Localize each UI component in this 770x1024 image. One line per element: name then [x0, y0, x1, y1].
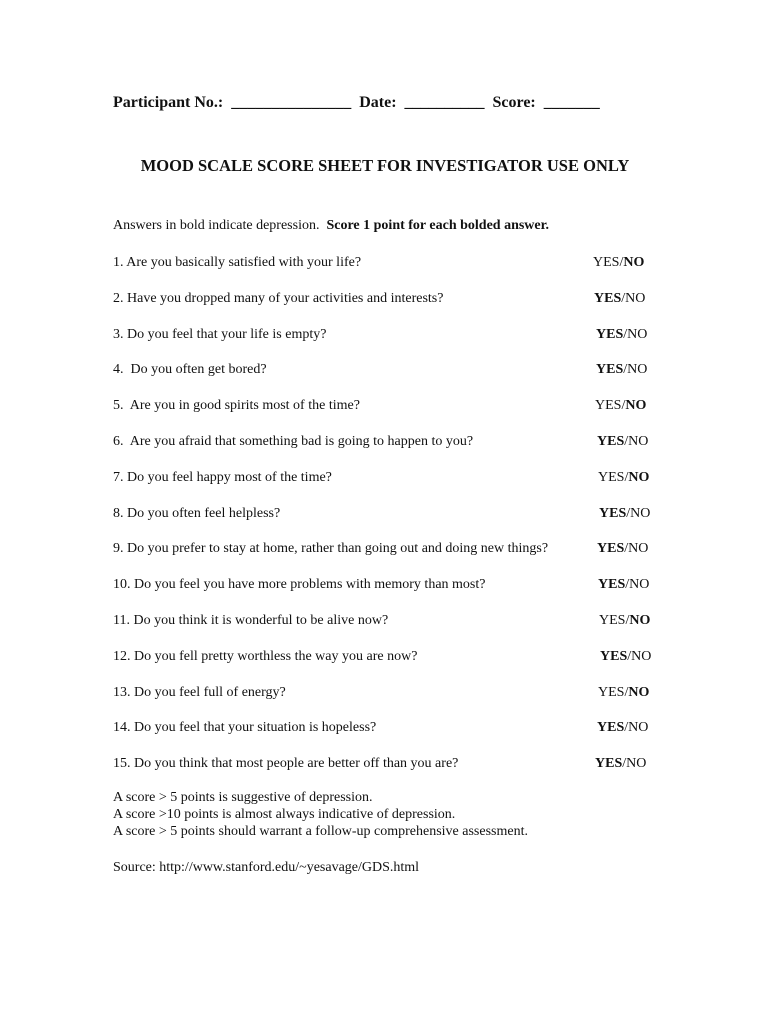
participant-label: Participant No.: [113, 94, 224, 111]
instructions-bold: Score 1 point for each bolded answer. [326, 218, 550, 233]
answer-yes: YES [599, 506, 627, 521]
score-label: Score: [492, 94, 536, 111]
answer-options [596, 362, 647, 378]
answer-separator: / [621, 398, 626, 413]
question-text: 11. Do you think it is wonderful to be alive now? [113, 613, 389, 628]
question-text: 15. Do you think that most people are better off than you are? [113, 756, 459, 771]
answer-yes: YES [597, 720, 625, 735]
answer-separator: / [624, 470, 629, 485]
answer-separator: / [619, 255, 624, 270]
answer-options [595, 756, 646, 772]
scoring-note: A score > 5 points should warrant a follow-up comprehensive assessment. [113, 824, 528, 839]
participant-header [113, 94, 600, 112]
answer-no: NO [625, 291, 646, 306]
answer-no: NO [625, 398, 647, 413]
participant-blank: _______________ [231, 94, 352, 111]
answer-separator: / [624, 434, 629, 449]
answer-options [598, 470, 649, 486]
answer-yes: YES [593, 255, 620, 270]
answer-separator: / [624, 720, 629, 735]
answer-yes: YES [595, 756, 623, 771]
question-text: 13. Do you feel full of energy? [113, 685, 286, 700]
answer-no: NO [628, 541, 649, 556]
answer-yes: YES [598, 577, 626, 592]
answer-no: NO [629, 613, 651, 628]
answer-yes: YES [596, 327, 624, 342]
answer-separator: / [621, 291, 626, 306]
scoring-note: A score >10 points is almost always indicative of depression. [113, 807, 456, 822]
page-title: MOOD SCALE SCORE SHEET FOR INVESTIGATOR USE ONLY [140, 156, 630, 175]
answer-separator: / [625, 577, 630, 592]
answer-no: NO [623, 255, 645, 270]
answer-yes: YES [597, 434, 625, 449]
answer-separator: / [626, 506, 631, 521]
question-text: 10. Do you feel you have more problems with memory than most? [113, 577, 486, 592]
answer-yes: YES [598, 685, 625, 700]
instructions-text: Answers in bold indicate depression. [113, 218, 320, 233]
answer-separator: / [623, 362, 628, 377]
answer-options [598, 685, 649, 701]
answer-no: NO [631, 649, 652, 664]
answer-options [597, 434, 648, 450]
scoring-note: A score > 5 points is suggestive of depression. [113, 790, 373, 805]
instructions [113, 218, 549, 234]
answer-options [600, 649, 651, 665]
answer-separator: / [624, 541, 629, 556]
answer-no: NO [628, 685, 650, 700]
answer-yes: YES [595, 398, 622, 413]
answer-yes: YES [594, 291, 622, 306]
question-text: 6. Are you afraid that something bad is going to happen to you? [113, 434, 474, 449]
answer-no: NO [629, 577, 650, 592]
answer-options [593, 255, 644, 271]
answer-no: NO [630, 506, 651, 521]
source-citation: Source: http://www.stanford.edu/~yesavage/GDS.html [113, 860, 420, 875]
answer-yes: YES [596, 362, 624, 377]
answer-no: NO [628, 470, 650, 485]
score-blank: _______ [543, 94, 600, 111]
answer-options [594, 291, 645, 307]
answer-options [596, 327, 647, 343]
question-text: 12. Do you fell pretty worthless the way you are now? [113, 649, 418, 664]
question-text: 3. Do you feel that your life is empty? [113, 327, 327, 342]
answer-yes: YES [600, 649, 628, 664]
answer-options [597, 720, 648, 736]
answer-options [598, 577, 649, 593]
answer-options [599, 506, 650, 522]
answer-yes: YES [598, 470, 625, 485]
answer-yes: YES [599, 613, 626, 628]
date-blank: __________ [404, 94, 485, 111]
answer-no: NO [628, 720, 649, 735]
answer-separator: / [622, 756, 627, 771]
question-text: 9. Do you prefer to stay at home, rather than going out and doing new things? [113, 541, 549, 556]
answer-separator: / [623, 327, 628, 342]
question-text: 7. Do you feel happy most of the time? [113, 470, 332, 485]
answer-yes: YES [597, 541, 625, 556]
question-text: 1. Are you basically satisfied with your life? [113, 255, 362, 270]
date-label: Date: [359, 94, 397, 111]
answer-separator: / [624, 685, 629, 700]
question-text: 4. Do you often get bored? [113, 362, 267, 377]
question-text: 2. Have you dropped many of your activities and interests? [113, 291, 444, 306]
question-text: 8. Do you often feel helpless? [113, 506, 281, 521]
question-text: 5. Are you in good spirits most of the time? [113, 398, 360, 413]
answer-options [597, 541, 648, 557]
answer-options [595, 398, 646, 414]
question-text: 14. Do you feel that your situation is hopeless? [113, 720, 377, 735]
answer-separator: / [627, 649, 632, 664]
answer-no: NO [627, 327, 648, 342]
answer-separator: / [625, 613, 630, 628]
answer-no: NO [628, 434, 649, 449]
answer-no: NO [627, 362, 648, 377]
answer-no: NO [626, 756, 647, 771]
answer-options [599, 613, 650, 629]
